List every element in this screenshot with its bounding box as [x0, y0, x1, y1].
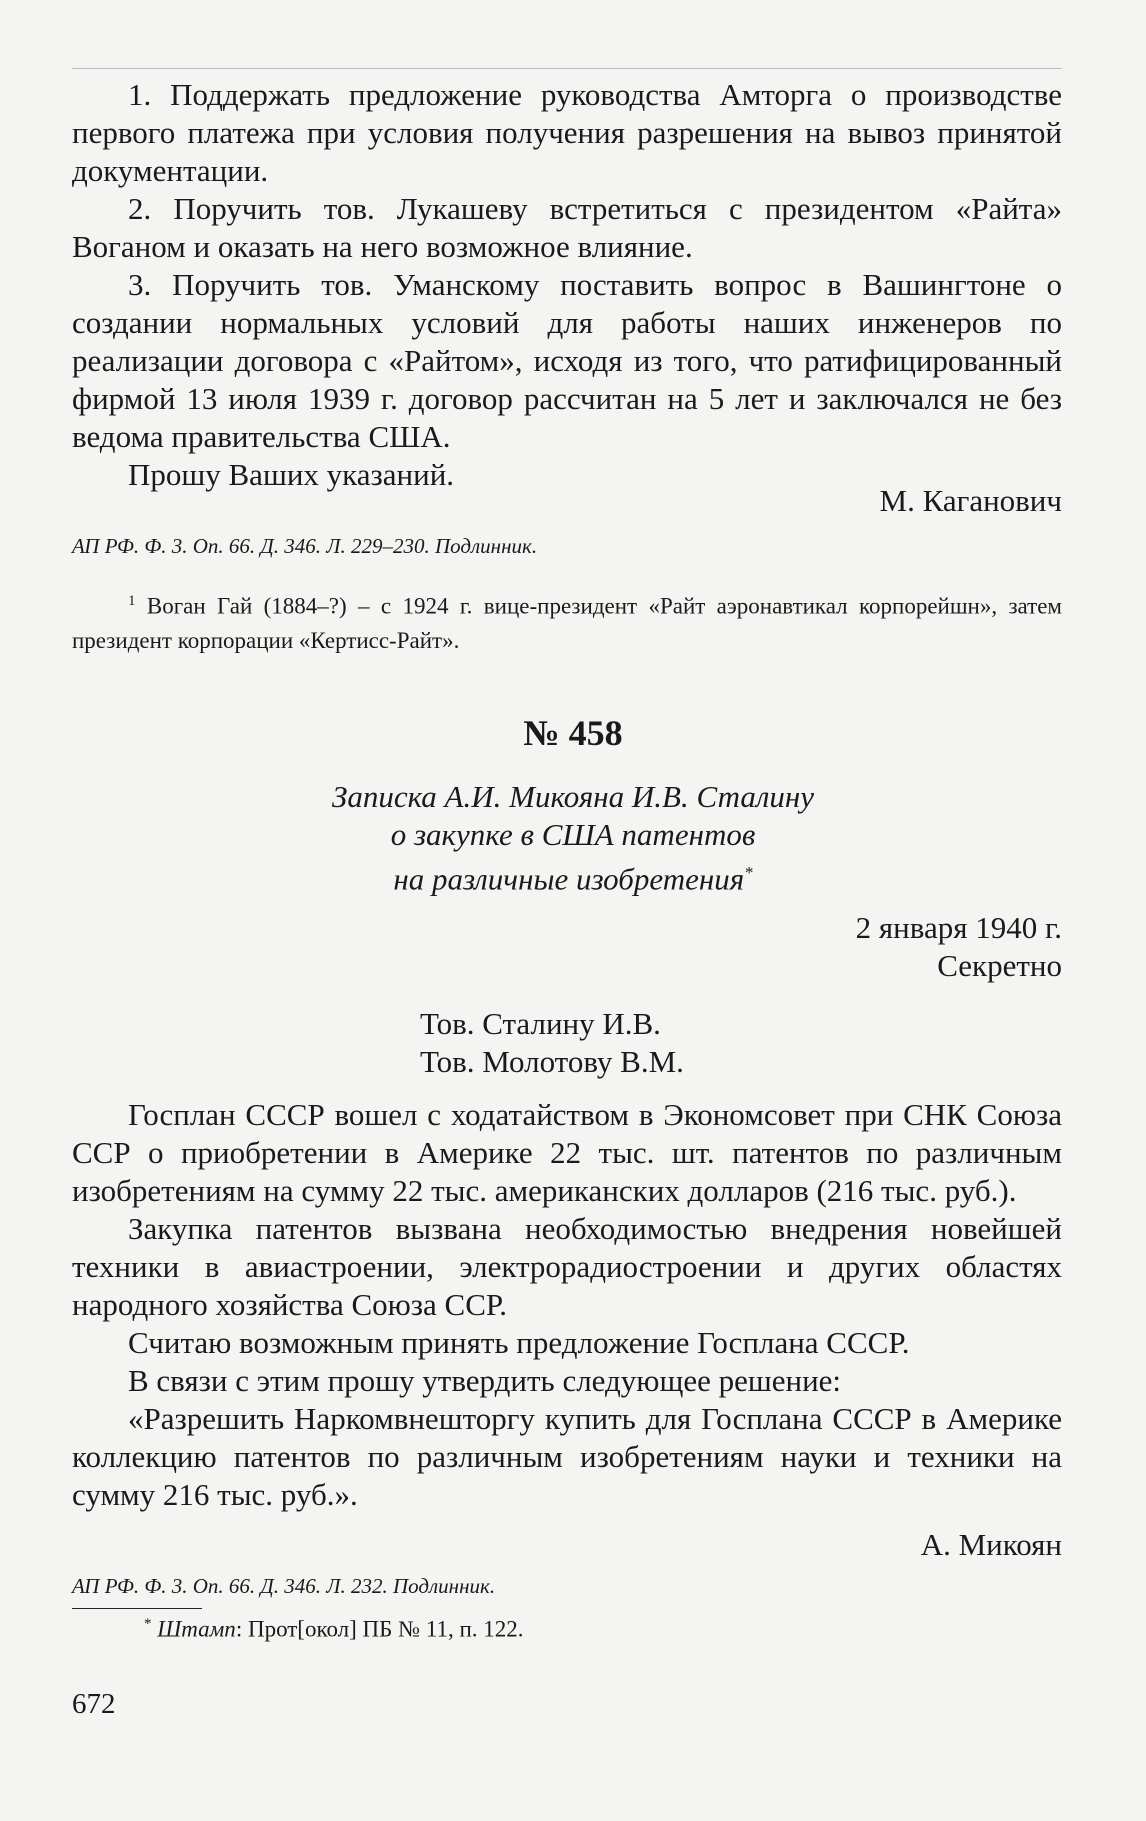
paragraph: 1. Поддержать предложение руководства Амторга о производстве первого платежа при условия получения разрешения на вывоз принятой документации. [72, 77, 1062, 188]
previous-document-body [72, 76, 1062, 494]
title-line: Записка А.И. Микояна И.В. Сталину [331, 779, 815, 814]
footnote-1 [72, 584, 1062, 658]
footnote-text: Воган Гай (1884–?) – с 1924 г. вице-президент «Райт аэронавтикал корпорейшн», затем президент корпорации «Кертисс-Райт». [72, 593, 1062, 653]
addressee-molotov: Тов. Молотову В.М. [420, 1044, 684, 1079]
footnote-stamp [144, 1616, 524, 1643]
document-date: 2 января 1940 г. [855, 910, 1062, 945]
footnote-text: : Прот[окол] ПБ № 11, п. 122. [235, 1616, 524, 1642]
archive-reference: АП РФ. Ф. 3. Оп. 66. Д. 346. Л. 232. Подлинник. [72, 1574, 496, 1598]
paragraph: «Разрешить Наркомвнешторгу купить для Госплана СССР в Америке коллекцию патентов по различным изобретениям науки и техники на сумму 216 тыс. руб.». [72, 1401, 1062, 1512]
title-footnote-mark: * [744, 863, 753, 882]
document-title [0, 778, 1146, 898]
footnote-mark: 1 [128, 593, 136, 609]
page-number: 672 [72, 1688, 116, 1720]
paragraph: Закупка патентов вызвана необходимостью внедрения новейшей техники в авиастроении, электрорадиостроении и других областях народного хозяйства Союза ССР. [72, 1211, 1062, 1322]
paragraph: 3. Поручить тов. Уманскому поставить вопрос в Вашингтоне о создании нормальных условий для работы наших инженеров по реализации договора с «Райтом», исходя из того, что ратифицированный фирмой 13 июля 1939 г. договор рассчитан на 5 лет и заключался не без ведома правительства США. [72, 267, 1062, 454]
archive-reference: АП РФ. Ф. 3. Оп. 66. Д. 346. Л. 229–230. Подлинник. [72, 534, 538, 558]
title-line: о закупке в США патентов [390, 817, 756, 852]
footnote-mark: * [144, 1616, 152, 1632]
paragraph: Прошу Ваших указаний. [128, 457, 455, 492]
classification: Секретно [937, 948, 1062, 983]
document-body [72, 1096, 1062, 1514]
paragraph: 2. Поручить тов. Лукашеву встретиться с президентом «Райта» Воганом и оказать на него возможное влияние. [72, 191, 1062, 264]
top-rule [72, 68, 1062, 69]
paragraph: Считаю возможным принять предложение Госплана СССР. [128, 1325, 910, 1360]
paragraph: В связи с этим прошу утвердить следующее решение: [128, 1363, 842, 1398]
footnote-label: Штамп [157, 1616, 236, 1642]
paragraph: Госплан СССР вошел с ходатайством в Экономсовет при СНК Союза ССР о приобретении в Америке 22 тыс. шт. патентов по различным изобретениям на сумму 22 тыс. американских долларов (216 тыс. руб.). [72, 1097, 1062, 1208]
signature-mikoyan: А. Микоян [920, 1527, 1062, 1562]
addressee-stalin: Тов. Сталину И.В. [420, 1006, 661, 1041]
signature-kaganovich: М. Каганович [879, 483, 1062, 518]
footnote-rule [72, 1608, 202, 1609]
title-line: на различные изобретения* [393, 861, 753, 897]
document-number: № 458 [523, 713, 623, 753]
